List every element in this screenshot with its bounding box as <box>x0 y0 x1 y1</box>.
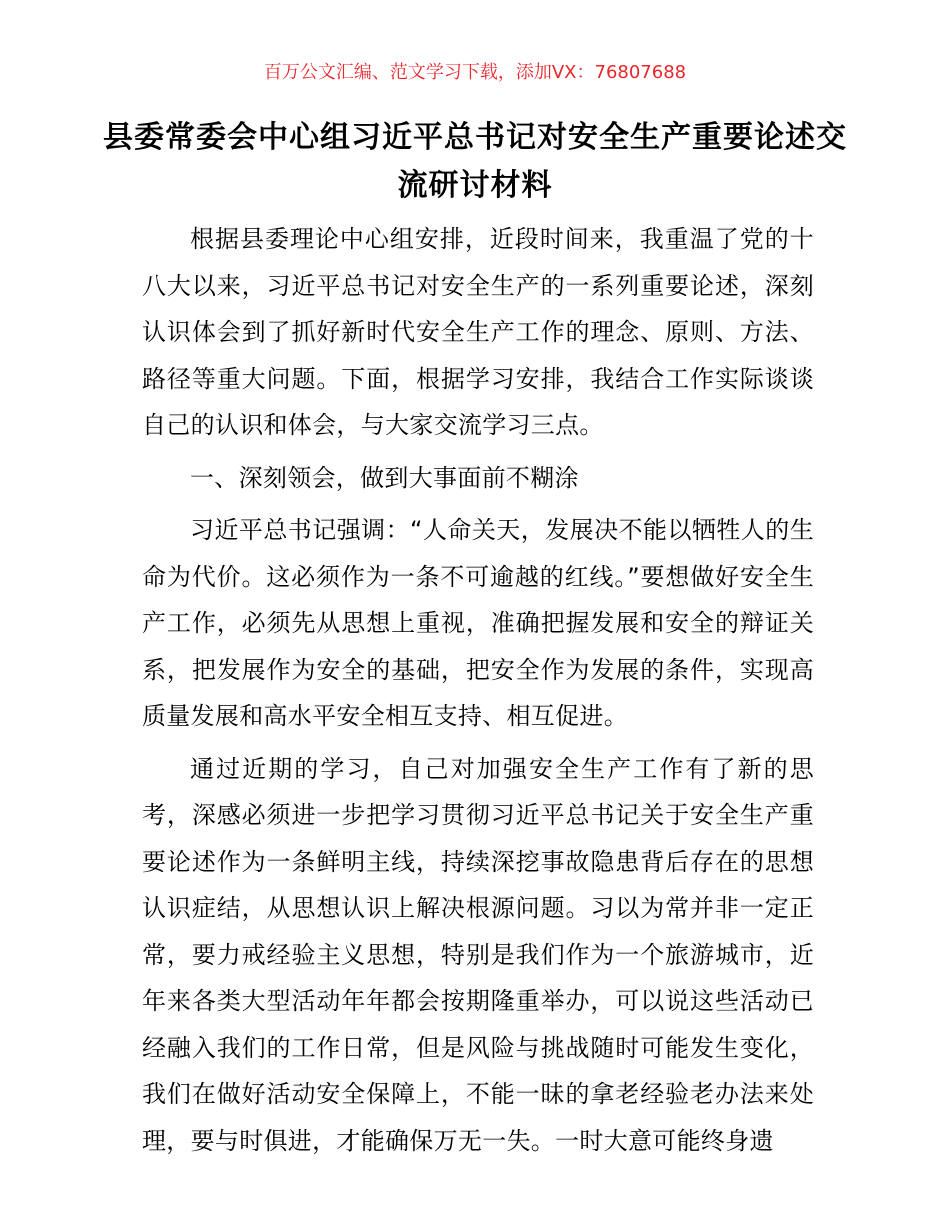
document-body <box>142 216 814 1164</box>
section-heading-1: 一、深刻领会，做到大事面前不糊涂 <box>190 463 579 492</box>
paragraph-intro: 根据县委理论中心组安排，近段时间来，我重温了党的十八大以来，习近平总书记对安全生产的一系列重要论述，深刻认识体会到了抓好新时代安全生产工作的理念、原则、方法、路径等重大问题。下面，根据学习安排，我结合工作实际谈谈自己的认识和体会，与大家交流学习三点。 <box>142 225 814 439</box>
document-title: 县委常委会中心组习近平总书记对安全生产重要论述交流研讨材料 <box>103 120 847 203</box>
paragraph-quote: 习近平总书记强调：“人命关天，发展决不能以牺牲人的生命为代价。这必须作为一条不可逾越的红线。”要想做好安全生产工作，必须先从思想上重视，准确把握发展和安全的辩证关系，把发展作为安全的基础，把安全作为发展的条件，实现高质量发展和高水平安全相互支持、相互促进。 <box>142 516 814 730</box>
watermark-text: 百万公文汇编、范文学习下载，添加VX：76807688 <box>263 62 687 83</box>
paragraph-reflection: 通过近期的学习，自己对加强安全生产工作有了新的思考，深感必须进一步把学习贯彻习近平总书记关于安全生产重要论述作为一条鲜明主线，持续深挖事故隐患背后存在的思想认识症结，从思想认识上解决根源问题。习以为常并非一定正常，要力戒经验主义思想，特别是我们作为一个旅游城市，近年来各类大型活动年年都会按期隆重举办，可以说这些活动已经融入我们的工作日常，但是风险与挑战随时可能发生变化，我们在做好活动安全保障上，不能一昧的拿老经验老办法来处理，要与时俱进，才能确保万无一失。一时大意可能终身遗 <box>142 754 814 1155</box>
